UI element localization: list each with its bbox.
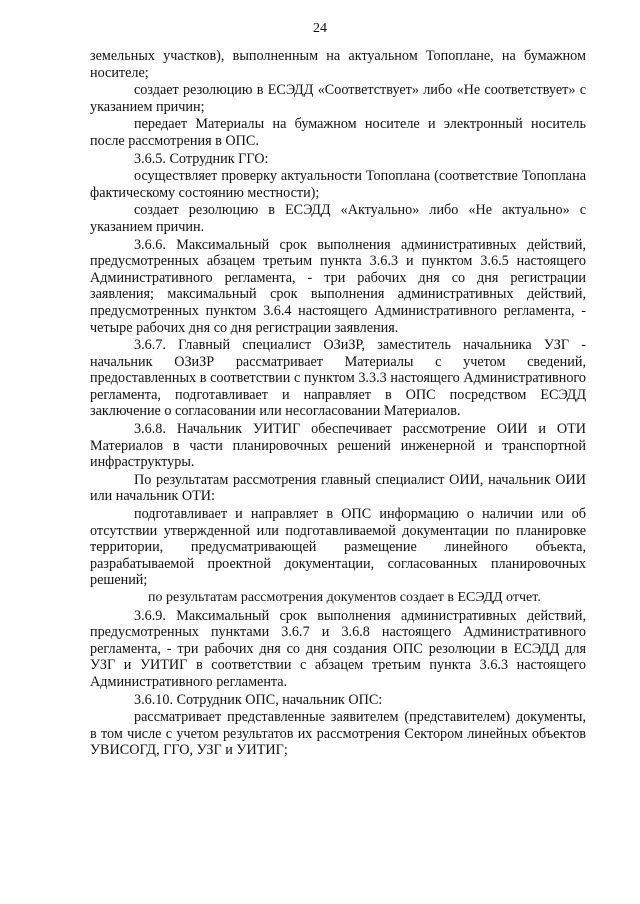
paragraph-3: передает Материалы на бумажном носителе и электронный носитель после рассмотрения в ОПС. [90, 116, 586, 149]
paragraph-14-section-3-6-10: 3.6.10. Сотрудник ОПС, начальник ОПС: [134, 691, 383, 708]
paragraph-10: По результатам рассмотрения главный специалист ОИИ, начальник ОИИ или начальник ОТИ: [90, 471, 586, 505]
document-body [90, 48, 586, 760]
paragraph-11: подготавливает и направляет в ОПС информацию о наличии или об отсутствии утвержденной или подготавливаемой документации по планировке территории, предусматривающей размещение линейного объекта, разрабатываемой проектной документации, согласованных планировочных решений; [90, 506, 586, 589]
page-number: 24 [313, 21, 327, 36]
paragraph-6: создает резолюцию в ЕСЭДД «Актуально» либо «Не актуально» с указанием причин. [90, 202, 586, 235]
paragraph-15: рассматривает представленные заявителем (представителем) документы, в том числе с учетом результатов их рассмотрения Сектором линейных объектов УВИСОГД, ГГО, УЗГ и УИТИГ; [90, 709, 586, 759]
paragraph-13-section-3-6-9: 3.6.9. Максимальный срок выполнения административных действий, предусмотренных пунктами 3.6.7 и 3.6.8 настоящего Административного регламента, - три рабочих дня со дня создания ОПС резолюции в ЕСЭДД для УЗГ и УИТИГ в соответствии с абзацем третьим пункта 3.6.3 настоящего Административного регламента. [90, 607, 586, 690]
paragraph-2: создает резолюцию в ЕСЭДД «Соответствует» либо «Не соответствует» с указанием причин; [90, 82, 586, 115]
paragraph-9-section-3-6-8: 3.6.8. Начальник УИТИГ обеспечивает рассмотрение ОИИ и ОТИ Материалов в части планировочных решений инженерной и транспортной инфраструктуры. [90, 421, 586, 471]
paragraph-12: по результатам рассмотрения документов создает в ЕСЭДД отчет. [148, 590, 541, 605]
paragraph-1: земельных участков), выполненным на актуальном Топоплане, на бумажном носителе; [90, 48, 586, 81]
paragraph-4-section-3-6-5: 3.6.5. Сотрудник ГГО: [134, 150, 269, 167]
paragraph-7-section-3-6-6: 3.6.6. Максимальный срок выполнения административных действий, предусмотренных абзацем третьим пункта 3.6.3 и пунктом 3.6.5 настоящего Административного регламента, - три рабочих дня со дня регистрации заявления; максимальный срок выполнения административных действий, предусмотренных пунктом 3.6.4 настоящего Административного регламента, - четыре рабочих дня со дня регистрации заявления. [90, 236, 586, 336]
paragraph-8-section-3-6-7: 3.6.7. Главный специалист ОЗиЗР, заместитель начальника УЗГ - начальник ОЗиЗР рассматривает Материалы с учетом сведений, предоставленных в соответствии с пунктом 3.3.3 настоящего Административного регламента, подготавливает и направляет в ОПС посредством ЕСЭДД заключение о согласовании или несогласовании Материалов. [90, 337, 586, 420]
paragraph-5: осуществляет проверку актуальности Топоплана (соответствие Топоплана фактическому состоянию местности); [90, 168, 586, 201]
